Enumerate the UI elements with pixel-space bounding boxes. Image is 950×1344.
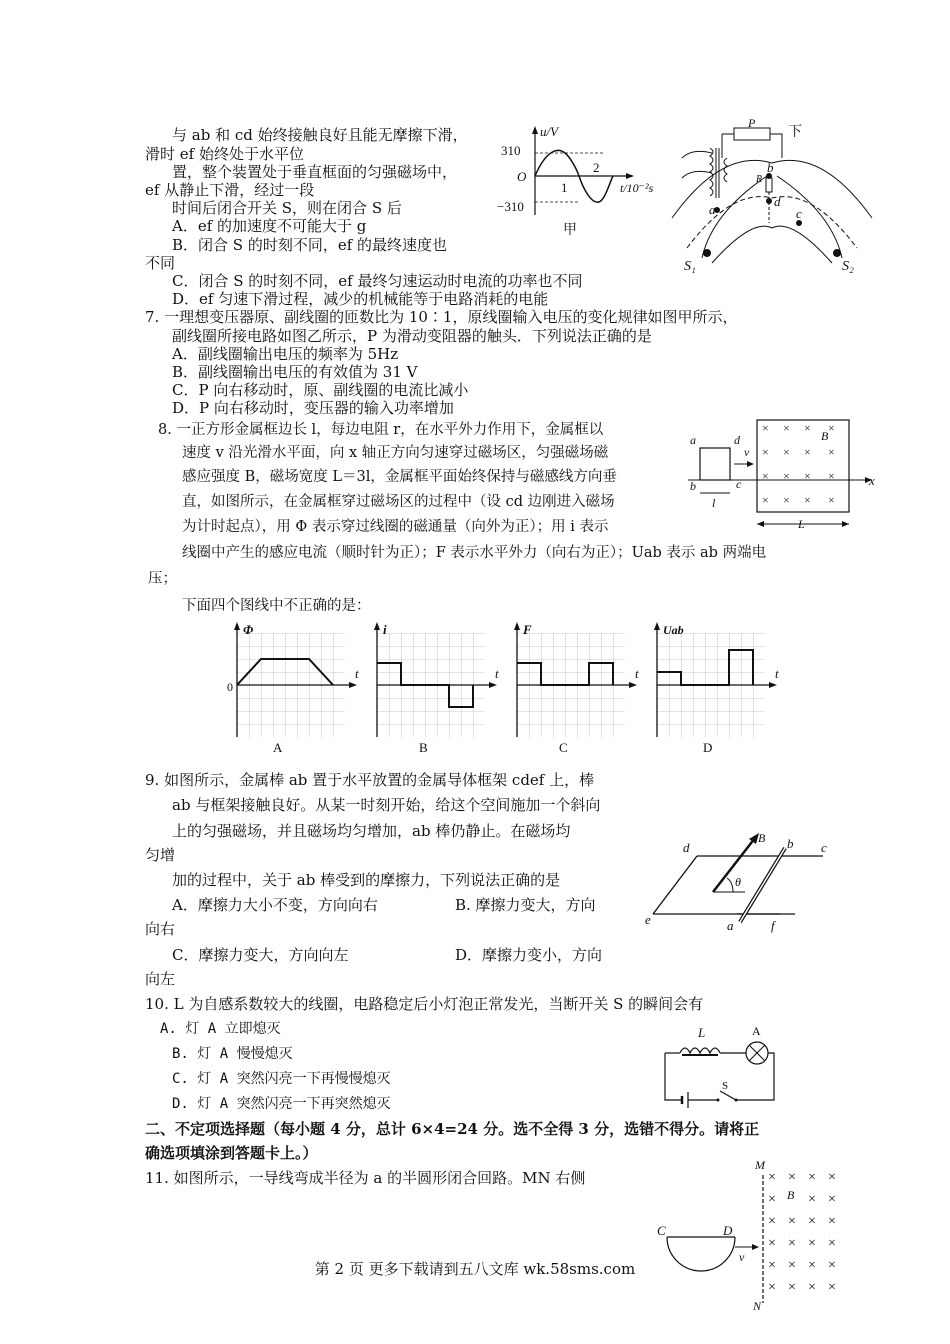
q7-stem-2: 副线圈所接电路如图乙所示，P 为滑动变阻器的触头．下列说法正确的是	[172, 327, 652, 345]
svg-text:×: ×	[828, 1258, 836, 1273]
q8-line-7: 压；	[148, 571, 177, 587]
q9-line-1: 9. 如图所示，金属棒 ab 置于水平放置的金属导体框架 cdef 上，棒	[145, 771, 595, 789]
q9-option-d-wrap: 向左	[145, 970, 176, 988]
label-s2: S₂	[842, 259, 854, 274]
q8-line-5: 为计时起点），用 Φ 表示穿过线圈的磁通量（向外为正）；用 i 表示	[182, 519, 609, 535]
q6-option-b: B．闭合 S 的时刻不同，ef 的最终速度也	[172, 236, 448, 254]
graph-d-ylabel: Uab	[663, 623, 684, 637]
graph-a-ylabel: Φ	[243, 622, 254, 637]
svg-text:×: ×	[808, 1192, 816, 1207]
q8-line-8: 下面四个图线中不正确的是：	[182, 598, 371, 614]
svg-text:×: ×	[768, 1258, 776, 1273]
label-rod-theta: θ	[735, 875, 741, 889]
svg-text:×: ×	[804, 445, 811, 459]
svg-text:×: ×	[762, 445, 769, 459]
label-r: R	[756, 174, 763, 185]
svg-text:×: ×	[828, 421, 835, 435]
label-m: M	[755, 1158, 765, 1172]
q9-line-5: 加的过程中，关于 ab 棒受到的摩擦力，下列说法正确的是	[172, 871, 561, 889]
graph-a-caption: A	[273, 740, 283, 755]
label-rod-e: e	[645, 912, 651, 927]
label-fig-width: L	[798, 517, 805, 531]
q7-option-c: C．P 向右移动时，原、副线圈的电流比减小	[172, 381, 469, 399]
label-field-b: B	[787, 1188, 795, 1202]
graph-c-caption: C	[559, 740, 568, 755]
svg-text:×: ×	[804, 421, 811, 435]
section-2-title-1: 二、不定项选择题（每小题 4 分，总计 6×4=24 分。选不全得 3 分，选错不得分。请将正	[145, 1120, 760, 1138]
label-fig-b: b	[690, 479, 696, 493]
svg-text:×: ×	[768, 1280, 776, 1295]
label-v: v	[739, 1250, 745, 1264]
label-rod-B: B	[758, 831, 766, 845]
label-fig-a: a	[690, 433, 696, 447]
svg-text:×: ×	[808, 1170, 816, 1185]
svg-text:×: ×	[768, 1170, 776, 1185]
svg-text:×: ×	[828, 445, 835, 459]
time-axis-label: t/10⁻²s	[620, 181, 654, 195]
svg-text:×: ×	[762, 493, 769, 507]
svg-text:×: ×	[804, 493, 811, 507]
q7-option-a: A．副线圈输出电压的频率为 5Hz	[172, 345, 399, 363]
label-p: P	[748, 116, 756, 130]
svg-text:×: ×	[788, 1280, 796, 1295]
tick-2-label: 2	[593, 160, 600, 175]
magnetic-field-figure	[688, 418, 883, 533]
svg-text:×: ×	[808, 1280, 816, 1295]
svg-text:×: ×	[828, 1170, 836, 1185]
svg-text:×: ×	[762, 421, 769, 435]
graph-d-caption: D	[703, 740, 713, 755]
svg-text:×: ×	[828, 1280, 836, 1295]
origin-label: O	[517, 169, 527, 184]
q9-option-c: C．摩擦力变大，方向向左	[172, 946, 349, 964]
label-fig-v: v	[744, 445, 750, 459]
q6-option-c: C．闭合 S 的时刻不同，ef 最终匀速运动时电流的功率也不同	[172, 272, 583, 290]
q6-option-b-wrap: 不同	[145, 254, 176, 272]
q9-line-4: 匀增	[145, 846, 176, 864]
svg-text:×: ×	[768, 1236, 776, 1251]
q9-option-d: D．摩擦力变小，方向	[455, 946, 603, 964]
svg-text:×: ×	[828, 493, 835, 507]
q8-line-1: 8. 一正方形金属框边长 l，每边电阻 r，在水平外力作用下，金属框以	[158, 422, 604, 438]
svg-text:×: ×	[808, 1214, 816, 1229]
svg-text:×: ×	[783, 445, 790, 459]
label-c: C	[657, 1223, 666, 1238]
svg-text:×: ×	[828, 1214, 836, 1229]
graph-a-origin: 0	[227, 680, 233, 694]
svg-text:×: ×	[783, 493, 790, 507]
graph-a	[227, 622, 359, 755]
q6-line-4: ef 从静止下滑，经过一段	[145, 181, 315, 199]
svg-text:×: ×	[808, 1258, 816, 1273]
graph-c	[514, 622, 639, 755]
rod-frame-figure	[645, 830, 840, 940]
q6-line-1: 与 ab 和 cd 始终接触良好且能无摩擦下滑，	[172, 126, 468, 144]
q6-line-2: 滑时 ef 始终处于水平位	[145, 145, 304, 163]
label-switch: S	[722, 1080, 729, 1092]
voltage-axis-label: u/V	[540, 124, 559, 139]
q10-option-d: D. 灯 A 突然闪亮一下再突然熄灭	[172, 1096, 391, 1112]
inductor-circuit	[660, 1025, 780, 1115]
label-inductor: L	[698, 1025, 706, 1040]
svg-text:×: ×	[804, 469, 811, 483]
q10-option-c: C. 灯 A 突然闪亮一下再慢慢熄灭	[172, 1071, 391, 1087]
section-2-title-2: 确选项填涂到答题卡上。）	[145, 1144, 318, 1162]
label-d: d	[774, 194, 781, 209]
q6-line-5: 时间后闭合开关 S，则在闭合 S 后	[172, 199, 402, 217]
q8-line-4: 直，如图所示，在金属框穿过磁场区的过程中（设 cd 边刚进入磁场	[182, 494, 615, 510]
q7-stem-1: 7. 一理想变压器原、副线圈的匝数比为 10∶1，原线圈输入电压的变化规律如图甲所示，	[145, 308, 738, 326]
graph-d-t: t	[775, 666, 779, 681]
q10-option-a: A. 灯 A 立即熄灭	[160, 1021, 281, 1037]
q8-line-2: 速度 v 沿光滑水平面，向 x 轴正方向匀速穿过磁场区，匀强磁场磁	[182, 445, 609, 461]
q6-option-a: A．ef 的加速度不可能大于 g	[172, 217, 367, 235]
svg-text:×: ×	[788, 1170, 796, 1185]
q9-option-b-wrap: 向右	[145, 920, 176, 938]
q6-option-d: D．ef 匀速下滑过程，减少的机械能等于电路消耗的电能	[172, 290, 549, 308]
q9-option-b: B. 摩擦力变大，方向	[455, 896, 596, 914]
graph-b-caption: B	[419, 740, 428, 755]
q9-option-a: A．摩擦力大小不变，方向向右	[172, 896, 378, 914]
label-c: c	[796, 206, 802, 221]
svg-text:×: ×	[783, 469, 790, 483]
label-n: N	[753, 1299, 762, 1313]
q10-stem: 10. L 为自感系数较大的线圈，电路稳定后小灯泡正常发光，当断开关 S 的瞬间会有	[145, 995, 704, 1013]
graph-b	[374, 622, 499, 755]
graph-caption: 甲	[563, 223, 577, 238]
semicircle-field-figure	[655, 1155, 855, 1315]
label-rod-a: a	[727, 918, 734, 933]
q8-line-3: 感应强度 B，磁场宽度 L＝3l，金属框平面始终保持与磁感线方向垂	[182, 469, 617, 485]
voltage-max-label: 310	[501, 143, 521, 158]
graph-b-ylabel: i	[383, 622, 387, 637]
graph-d	[654, 622, 779, 755]
label-d: D	[723, 1223, 733, 1238]
q7-option-b: B．副线圈输出电压的有效值为 31 V	[172, 363, 418, 381]
voltage-graph	[495, 120, 670, 245]
figure-label-xia: 下	[788, 125, 802, 140]
svg-text:×: ×	[788, 1258, 796, 1273]
label-a: a	[709, 202, 716, 217]
label-b: b	[767, 160, 774, 175]
q10-option-b: B. 灯 A 慢慢熄灭	[172, 1046, 293, 1062]
wave-interference-figure	[672, 118, 872, 278]
svg-text:×: ×	[828, 1192, 836, 1207]
label-s1: S₁	[684, 259, 696, 274]
label-rod-b: b	[787, 836, 794, 851]
label-lamp: A	[752, 1024, 761, 1038]
graph-c-ylabel: F	[523, 622, 532, 637]
graph-c-t: t	[635, 666, 639, 681]
graph-a-t: t	[355, 666, 359, 681]
q9-line-2: ab 与框架接触良好。从某一时刻开始，给这个空间施加一个斜向	[172, 796, 601, 814]
svg-text:×: ×	[768, 1214, 776, 1229]
label-fig-l: l	[712, 496, 716, 510]
label-fig-x: x	[869, 473, 875, 488]
tick-1-label: 1	[561, 180, 568, 195]
q11-stem: 11. 如图所示，一导线弯成半径为 a 的半圆形闭合回路。MN 右侧	[145, 1169, 586, 1187]
label-rod-f: f	[771, 918, 775, 933]
q7-option-d: D．P 向右移动时，变压器的输入功率增加	[172, 399, 454, 417]
label-fig-field: B	[821, 429, 829, 443]
svg-text:×: ×	[808, 1236, 816, 1251]
svg-text:×: ×	[783, 421, 790, 435]
q6-line-3: 置，整个装置处于垂直框面的匀强磁场中，	[172, 163, 458, 181]
svg-text:×: ×	[788, 1214, 796, 1229]
page-footer: 第 2 页 更多下载请到五八文库 wk.58sms.com	[314, 1260, 636, 1278]
svg-text:×: ×	[788, 1236, 796, 1251]
label-rod-d: d	[683, 840, 690, 855]
svg-text:×: ×	[762, 469, 769, 483]
svg-text:×: ×	[828, 469, 835, 483]
q8-line-6: 线圈中产生的感应电流（顺时针为正）；F 表示水平外力（向右为正）；Uab 表示 ab 两端电	[182, 545, 767, 561]
svg-text:×: ×	[768, 1192, 776, 1207]
svg-text:×: ×	[828, 1236, 836, 1251]
voltage-min-label: −310	[497, 199, 524, 214]
q9-line-3: 上的匀强磁场，并且磁场均匀增加，ab 棒仍静止。在磁场均	[172, 822, 571, 840]
answer-graphs	[225, 620, 785, 760]
label-fig-c: c	[736, 477, 742, 491]
label-rod-c: c	[821, 840, 827, 855]
label-fig-d: d	[734, 433, 740, 447]
graph-b-t: t	[495, 666, 499, 681]
